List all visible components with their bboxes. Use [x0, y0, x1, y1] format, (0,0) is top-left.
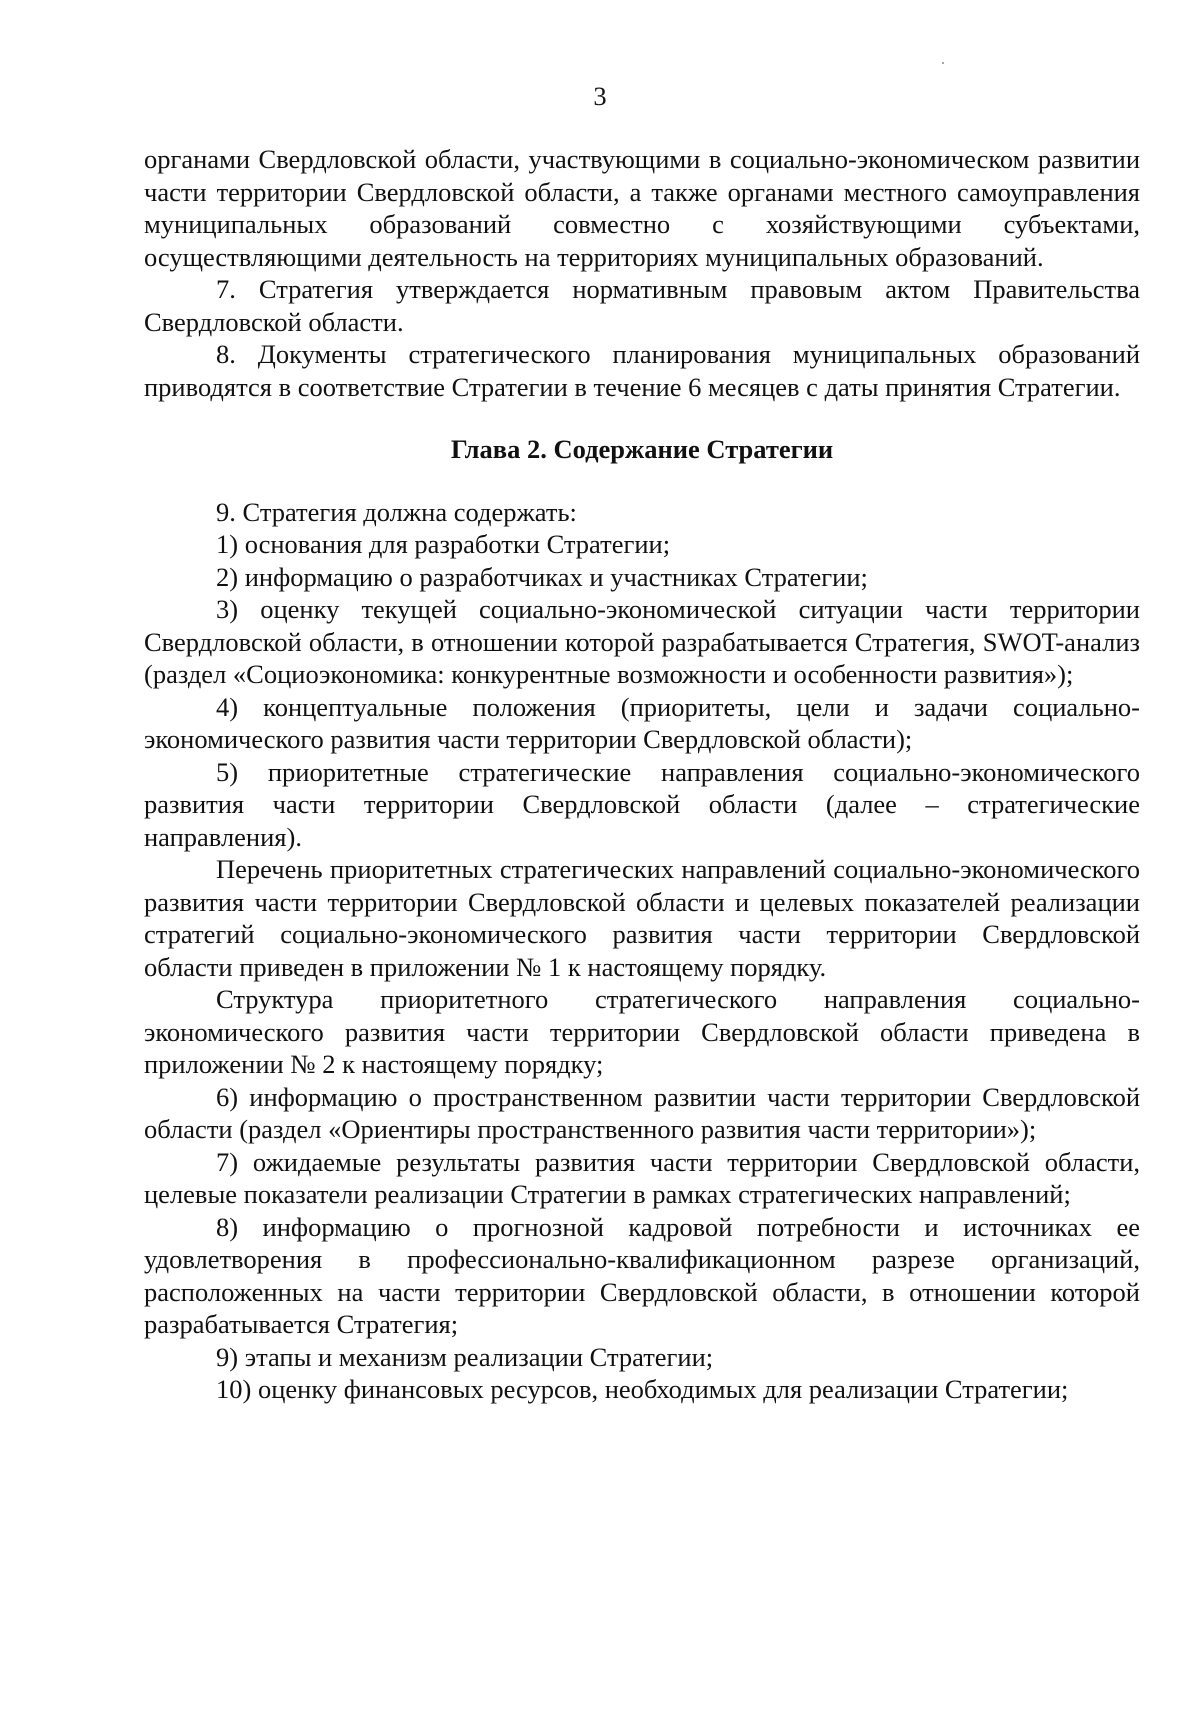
paragraph: 8. Документы стратегического планирования муниципальных образований приводятся в соответствие Стратегии в течение 6 месяцев с даты принятия Стратегии.: [144, 339, 1140, 402]
paragraph: 9. Стратегия должна содержать:: [216, 496, 577, 527]
paragraph: 5) приоритетные стратегические направления социально-экономического развития части территории Свердловской области (далее – стратегические направления).: [144, 756, 1140, 852]
paragraph: 7) ожидаемые результаты развития части территории Свердловской области, целевые показатели реализации Стратегии в рамках стратегических направлений;: [144, 1146, 1140, 1209]
paragraphs-after-heading: [144, 496, 1140, 1406]
document-body: [144, 143, 1140, 1406]
paragraph: 8) информацию о прогнозной кадровой потребности и источниках ее удовлетворения в профессионально-квалификационном разрезе организаций, расположенных на части территории Свердловской области, в отношении которой разрабатывается Стратегия;: [144, 1211, 1140, 1339]
page-number: 3: [593, 81, 607, 111]
paragraph: 3) оценку текущей социально-экономической ситуации части территории Свердловской области, в отношении которой разрабатывается Стратегия, SWOT-анализ (раздел «Социоэкономика: конкурентные возможности и особенности развития»);: [144, 594, 1140, 689]
paragraph: 1) основания для разработки Стратегии;: [216, 529, 671, 559]
paragraph: Структура приоритетного стратегического направления социально-экономического развития части территории Свердловской области приведена в приложении № 2 к настоящему порядку;: [144, 984, 1140, 1079]
paragraph: Перечень приоритетных стратегических направлений социально-экономического развития части территории Свердловской области и целевых показателей реализации стратегий социально-экономического развития части территории Свердловской области приведен в приложении № 1 к настоящему порядку.: [144, 854, 1140, 982]
paragraph: органами Свердловской области, участвующими в социально-экономическом развитии части территории Свердловской области, а также органами местного самоуправления муниципальных образований совместно с хозяйствующими субъектами, осуществляющими деятельность на территориях муниципальных образований.: [144, 144, 1140, 272]
paragraph: 10) оценку финансовых ресурсов, необходимых для реализации Стратегии;: [216, 1374, 1069, 1404]
paragraphs-before-heading: [144, 143, 1140, 403]
scan-speck: [942, 62, 944, 64]
paragraph: 9) этапы и механизм реализации Стратегии;: [216, 1341, 714, 1372]
paragraph: 7. Стратегия утверждается нормативным правовым актом Правительства Свердловской области.: [144, 274, 1140, 337]
paragraph: 6) информацию о пространственном развитии части территории Свердловской области (раздел «Ориентиры пространственного развития части территории»);: [144, 1081, 1140, 1144]
paragraph: 4) концептуальные положения (приоритеты, цели и задачи социально-экономического развития части территории Свердловской области);: [144, 691, 1140, 754]
chapter-heading: Глава 2. Содержание Стратегии: [450, 434, 834, 464]
paragraph: 2) информацию о разработчиках и участниках Стратегии;: [216, 561, 868, 592]
